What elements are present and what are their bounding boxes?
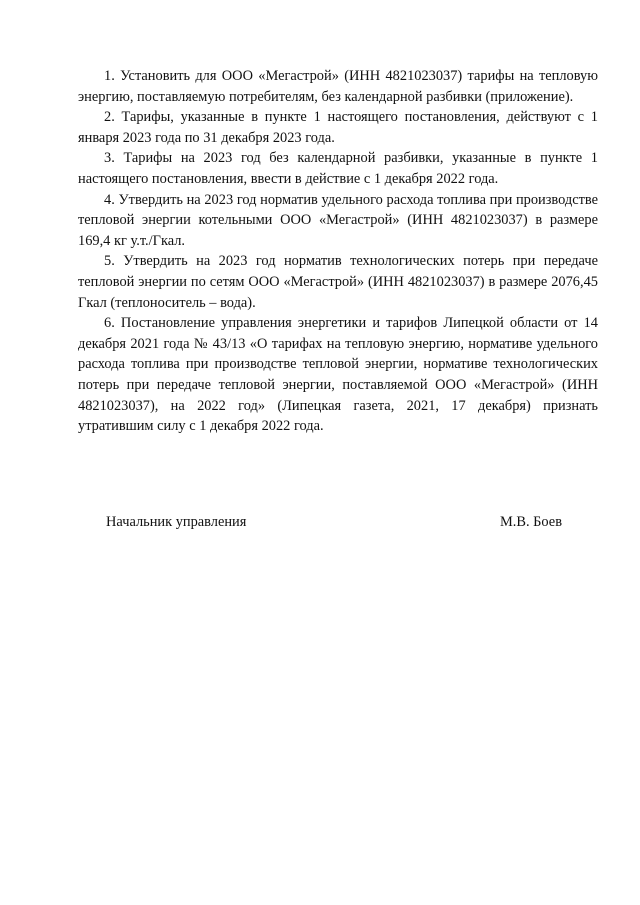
paragraph-4: 4. Утвердить на 2023 год норматив удельного расхода топлива при производстве тепловой энергии котельными ООО «Мегастрой» (ИНН 4821023037) в размере 169,4 кг у.т./Гкал. bbox=[78, 191, 598, 249]
paragraph-3: 3. Тарифы на 2023 год без календарной разбивки, указанные в пункте 1 настоящего постановления, ввести в действие с 1 декабря 2022 года. bbox=[78, 150, 598, 187]
document-body bbox=[78, 66, 598, 437]
paragraph-2: 2. Тарифы, указанные в пункте 1 настоящего постановления, действуют с 1 января 2023 года по 31 декабря 2023 года. bbox=[78, 109, 598, 146]
paragraph-1: 1. Установить для ООО «Мегастрой» (ИНН 4821023037) тарифы на тепловую энергию, поставляемую потребителям, без календарной разбивки (приложение). bbox=[78, 68, 598, 105]
signatory-name: М.В. Боев bbox=[499, 514, 562, 530]
paragraph-6: 6. Постановление управления энергетики и тарифов Липецкой области от 14 декабря 2021 года № 43/13 «О тарифах на тепловую энергию, нормативе удельного расхода топлива при производстве тепловой энергии, нормативе технологических потерь при передаче тепловой энергии, поставляемой ООО «Мегастрой» (ИНН 4821023037), на 2022 год» (Липецкая газета, 2021, 17 декабря) признать утратившим силу с 1 декабря 2022 года. bbox=[78, 315, 598, 435]
signatory-position: Начальник управления bbox=[106, 514, 247, 530]
paragraph-5: 5. Утвердить на 2023 год норматив технологических потерь при передаче тепловой энергии по сетям ООО «Мегастрой» (ИНН 4821023037) в размере 2076,45 Гкал (теплоноситель – вода). bbox=[78, 253, 598, 311]
signature-block bbox=[106, 512, 562, 532]
